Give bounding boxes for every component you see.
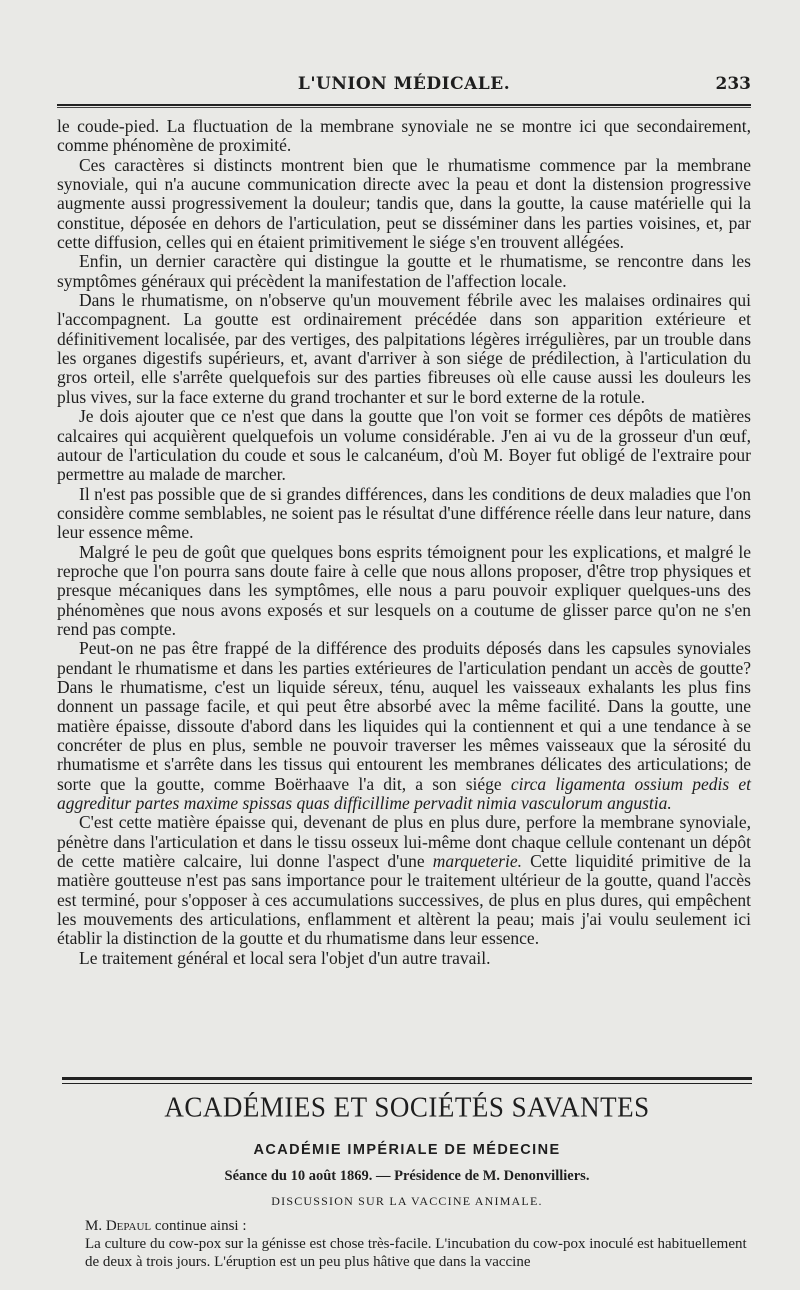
page-number: 233 [715, 74, 751, 94]
academy-heading: ACADÉMIE IMPÉRIALE DE MÉDECINE [253, 1142, 561, 1158]
paragraph [57, 639, 751, 813]
speaker-intro: continue ainsi : [154, 1218, 247, 1234]
paragraph: Enfin, un dernier caractère qui distingue la goutte et le rhumatisme, se rencontre dans les symptômes généraux qui précèdent la manifestation de l'affection locale. [57, 251, 751, 291]
paragraph-text-continued: Cette liquidité primitive de la matière goutteuse n'est pas sans importance pour le traitement ultérieur de la goutte, quand l'accès est terminé, pour s'opposer à ces accumulations successives, de plus en plus dures, qui empêchent les mouvements des articulations, enflamment et altèrent la peau; mais j'ai voulu seulement ici établir la distinction de la goutte et du rhumatisme dans leur essence. [57, 851, 752, 949]
paragraph: Dans le rhumatisme, on n'observe qu'un mouvement fébrile avec les malaises ordinaires qui l'accompagnent. La goutte est ordinairement précédée dans son apparition extérieure et définitivement localisée, par des vertiges, des palpitations légères irrégulières, par un trouble dans les organes digestifs supérieurs, et, avant d'arriver à son siége de prédilection, à l'articulation du gros orteil, elle s'arrête quelquefois sur des parties fibreuses où elle cause aussi les douleurs les plus vives, sur la face externe du grand trochanter et sur le bord externe de la rotule. [57, 290, 751, 407]
paragraph-text: C'est cette matière épaisse qui, devenant de plus en plus dure, perfore la membrane synoviale, pénètre dans l'articulation et dans le tissu osseux lui-même dont chaque cellule contenant un dépôt de cette matière calcaire, lui donne l'aspect d'une [57, 812, 751, 872]
session-transcript [85, 1217, 753, 1271]
paragraph: Le traitement général et local sera l'objet d'un autre travail. [79, 947, 491, 968]
session-line: Séance du 10 août 1869. — Présidence de M. Denonvilliers. [224, 1168, 590, 1184]
paragraph: Il n'est pas possible que de si grandes différences, dans les conditions de deux maladies que l'on considère comme semblables, ne soient pas le résultat d'une différence réelle dans leur nature, dans leur essence même. [57, 483, 751, 543]
paragraph: Ces caractères si distincts montrent bien que le rhumatisme commence par la membrane synoviale, qui n'a aucune communication directe avec la peau et dont la distension progressive augmente aussi progressivement la douleur; tandis que, dans la goutte, la cause matérielle qui la constitue, déposée en dehors de l'articulation, peut se disséminer dans les parties voisines, et, par cette diffusion, celles qui en étaient primitivement le siége s'en trouvent allégées. [57, 154, 751, 253]
section-title: ACADÉMIES ET SOCIÉTÉS SAVANTES [164, 1091, 650, 1123]
header-rule-thin [57, 107, 751, 108]
paragraph: le coude-pied. La fluctuation de la membrane synoviale ne se montre ici que secondairement, comme phénomène de proximité. [57, 116, 751, 156]
paragraph: Malgré le peu de goût que quelques bons esprits témoignent pour les explications, et malgré le reproche que l'on pourra sans doute faire à celle que nous allons proposer, d'être trop physiques et presque mécaniques dans les symptômes, elle nous a paru pouvoir expliquer quelques-uns des phénomènes que nous avons exposés et sur lesquels on a coutume de glisser parce qu'on ne s'en rend pas compte. [57, 541, 751, 639]
discussion-heading: DISCUSSION SUR LA VACCINE ANIMALE. [271, 1194, 543, 1208]
paragraph-text: Peut-on ne pas être frappé de la différence des produits déposés dans les capsules synoviales pendant le rhumatisme et dans les parties extérieures de l'articulation pendant un accès de goutte? Dans le rhumatisme, c'est un liquide séreux, ténu, auquel les vaisseaux exhalants les plus fins donnent un passage facile, et qui peut être absorbé avec la même facilité. Dans la goutte, une matière épaisse, dissoute d'abord dans les liquides qui la contiennent et qui a une tendance à se concréter de plus en plus, semble ne pouvoir traverser les mêmes vaisseaux que la sérosité du rhumatisme et s'arrête dans les tissus qui entourent les membranes délicates des articulations; de sorte que la goutte, comme Boërhaave l'a dit, a son siége [57, 638, 751, 794]
speaker-name: M. Depaul [85, 1218, 152, 1234]
transcript-paragraph: La culture du cow-pox sur la génisse est chose très-facile. L'incubation du cow-pox inoculé est habituellement de deux à trois jours. L'éruption est un peu plus hâtive que dans la vaccine [85, 1236, 747, 1270]
paragraph [57, 813, 751, 948]
paragraph: Je dois ajouter que ce n'est que dans la goutte que l'on voit se former ces dépôts de matières calcaires qui acquièrent quelquefois un volume considérable. J'en ai vu de la grosseur d'un œuf, autour de l'articulation du coude et sous le calcanéum, d'où M. Boyer fut obligé de l'extraire pour permettre au malade de marcher. [57, 406, 751, 485]
speaker-line [85, 1217, 753, 1235]
latin-quote: circa ligamenta ossium pedis et aggreditur partes maxime spissas quas difficillime pervadit nimia vasculorum angustia. [57, 773, 751, 814]
running-header [57, 74, 751, 100]
header-rule [57, 104, 751, 106]
italic-term: marqueterie. [432, 851, 522, 872]
journal-title: L'UNION MÉDICALE. [297, 74, 511, 94]
section-rule-thick [62, 1077, 752, 1080]
section-rule-thin [62, 1083, 752, 1084]
article-body [57, 117, 751, 968]
